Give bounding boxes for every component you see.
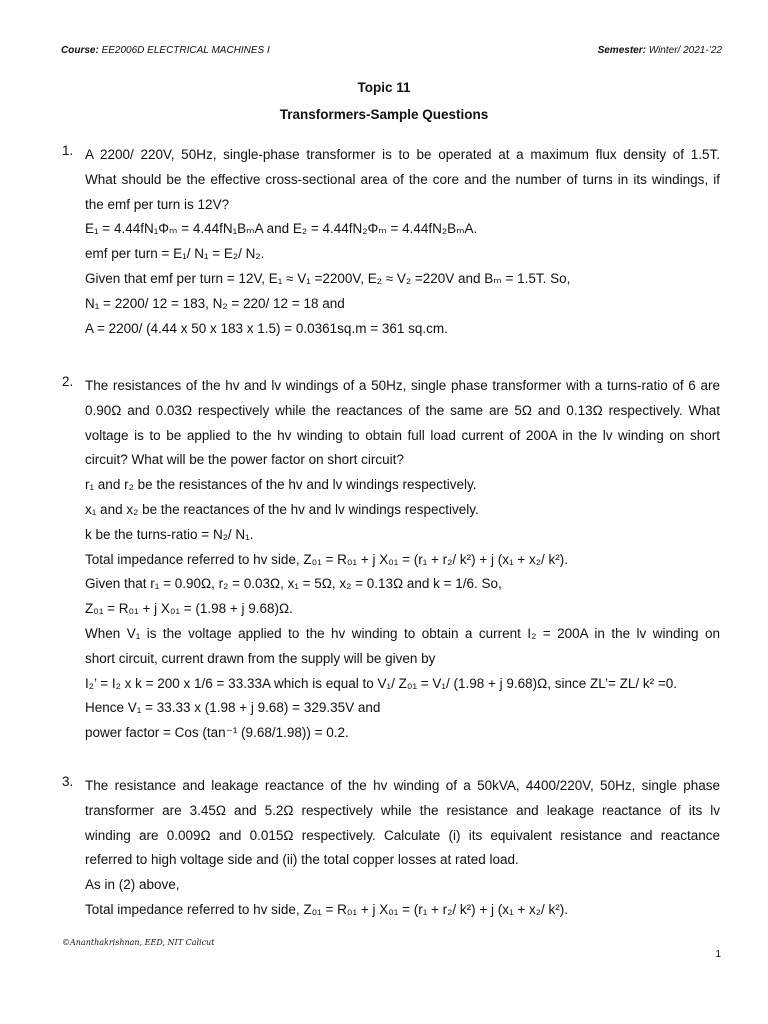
semester-header: [598, 45, 722, 56]
course-label: Course:: [61, 45, 99, 56]
answer-line: emf per turn = E₁/ N₁ = E₂/ N₂.: [85, 246, 265, 262]
question-text-line: referred to high voltage side and (ii) the total copper losses at rated load.: [85, 852, 519, 868]
question-text-line: A 2200/ 220V, 50Hz, single-phase transformer is to be operated at a maximum flux density of 1.5T.: [85, 147, 720, 162]
answer-line: Given that r₁ = 0.90Ω, r₂ = 0.03Ω, x₁ = 5Ω, x₂ = 0.13Ω and k = 1/6. So,: [85, 576, 502, 592]
answer-line: Total impedance referred to hv side, Z₀₁ = R₀₁ + j X₀₁ = (r₁ + r₂/ k²) + j (x₁ + x₂/ k²).: [85, 901, 568, 917]
course-header: [61, 45, 270, 56]
question-text-line: voltage is to be applied to the hv winding to obtain full load current of 200A in the lv winding on short: [85, 427, 720, 443]
course-value: EE2006D ELECTRICAL MACHINES I: [98, 45, 270, 56]
answer-line: E₁ = 4.44fN₁Φₘ = 4.44fN₁BₘA and E₂ = 4.44fN₂Φₘ = 4.44fN₂BₘA.: [85, 221, 478, 237]
answer-line: Total impedance referred to hv side, Z₀₁ = R₀₁ + j X₀₁ = (r₁ + r₂/ k²) + j (x₁ + x₂/ k²).: [85, 551, 568, 567]
answer-line: short circuit, current drawn from the supply will be given by: [85, 650, 436, 666]
answer-line: Given that emf per turn = 12V, E₁ ≈ V₁ =2200V, E₂ ≈ V₂ =220V and Bₘ = 1.5T. So,: [85, 270, 571, 286]
answer-line: A = 2200/ (4.44 x 50 x 183 x 1.5) = 0.0361sq.m = 361 sq.cm.: [85, 320, 448, 336]
question-text-line: circuit? What will be the power factor on short circuit?: [85, 452, 404, 468]
semester-label: Semester:: [597, 45, 646, 56]
question-text-line: the emf per turn is 12V?: [85, 196, 230, 212]
answer-line: k be the turns-ratio = N₂/ N₁.: [85, 526, 254, 542]
page-number: 1: [715, 949, 721, 960]
answer-line: As in (2) above,: [85, 877, 180, 893]
question-3: [62, 774, 720, 923]
answer-line: When V₁ is the voltage applied to the hv winding to obtain a current I₂ = 200A in the lv winding on: [85, 625, 720, 641]
question-text-line: The resistances of the hv and lv windings of a 50Hz, single phase transformer with a turns-ratio of 6 are: [85, 378, 720, 393]
document-subtitle: Transformers-Sample Questions: [279, 107, 489, 122]
question-2: [62, 374, 720, 746]
answer-line: power factor = Cos (tan⁻¹ (9.68/1.98)) = 0.2.: [85, 725, 349, 741]
question-text-line: winding are 0.009Ω and 0.015Ω respectively. Calculate (i) its equivalent resistance and reactance: [85, 827, 720, 843]
answer-line: Z₀₁ = R₀₁ + j X₀₁ = (1.98 + j 9.68)Ω.: [85, 601, 293, 617]
question-text-line: transformer are 3.45Ω and 5.2Ω respectively while the resistance and leakage reactance of its lv: [85, 802, 720, 818]
question-1: [62, 143, 720, 341]
question-number: 1.: [62, 143, 74, 158]
question-text-line: What should be the effective cross-sectional area of the core and the number of turns in its windings, if: [85, 171, 720, 187]
topic-title: Topic 11: [357, 80, 411, 95]
answer-line: x₁ and x₂ be the reactances of the hv and lv windings respectively.: [85, 501, 479, 517]
answer-line: Hence V₁ = 33.33 x (1.98 + j 9.68) = 329.35V and: [85, 700, 381, 716]
footer-credit: ©Ananthakrishnan, EED, NIT Calicut: [62, 938, 215, 947]
answer-line: N₁ = 2200/ 12 = 183, N₂ = 220/ 12 = 18 and: [85, 295, 345, 311]
question-text-line: The resistance and leakage reactance of the hv winding of a 50kVA, 4400/220V, 50Hz, single phase: [85, 778, 720, 793]
question-number: 3.: [62, 774, 74, 789]
answer-line: I₂’ = I₂ x k = 200 x 1/6 = 33.33A which is equal to V₁/ Z₀₁ = V₁/ (1.98 + j 9.68)Ω, since ZL’= ZL/ k² =0.: [85, 675, 678, 691]
answer-line: r₁ and r₂ be the resistances of the hv and lv windings respectively.: [85, 477, 477, 493]
question-text-line: 0.90Ω and 0.03Ω respectively while the reactances of the same are 5Ω and 0.13Ω respectively. What: [85, 402, 720, 418]
question-number: 2.: [62, 374, 74, 389]
semester-value: Winter/ 2021-’22: [645, 45, 722, 56]
